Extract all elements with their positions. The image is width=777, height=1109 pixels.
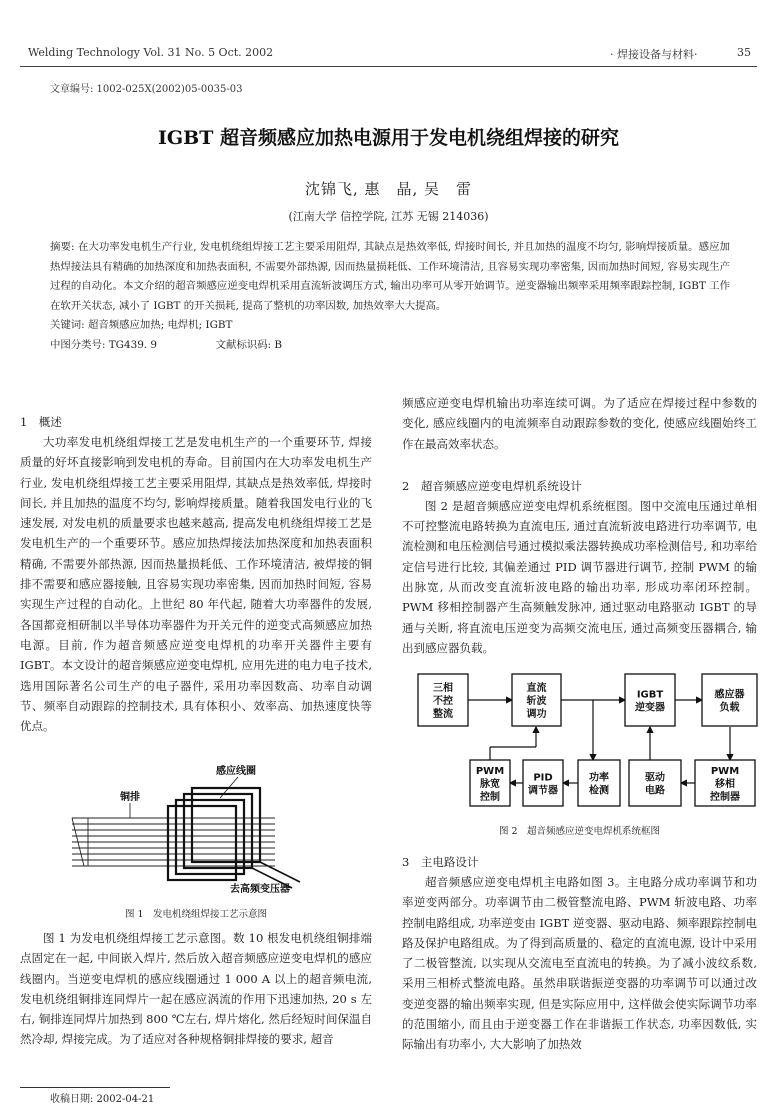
block-igbt-inverter-label: IGBT 逆变器 <box>635 689 665 714</box>
section-3-heading: 3 主电路设计 <box>402 855 479 869</box>
section-1-paragraph: 大功率发电机绕组焊接工艺是发电机生产的一个重要环节, 焊接质量的好坏直接影响到发电机的寿命。目前国内在大功率发电机生产行业, 发电机绕组焊接工艺主要采用阻焊, 其缺点是热效率低, 焊接时间长, 并且加热的温度不均匀, 影响焊接质量。随着我国发电行业的飞速发展, 对发电机的质量要求也越来越高, 提高发电机绕组焊接工艺是发电机生产的一个重要环节。感应加热焊接法加热深度和加热表面积精确, 不需要外部热源, 因而热量损耗低、工作环境清洁, 被焊接的铜排不需要和感应器接触, 且容易实现功率密集, 因而加热时间短, 容易实现生产过程的自动化。上世纪 80 年代起, 随着大功率器件的发展, 各国都竞相研制以半导体功率器件为开关元件的逆变式高频感应加热电源。目前, 作为超音频感应逆变电焊机的功率开关器件主要有 IGBT。本文设计的超音频感应逆变电焊机, 应用先进的电力电子技术, 选用国际著名公司生产的电子器件, 采用功率因数高、功率自动调节、频率自动跟踪的控制技术, 具有体积小、效率高、加热速度快等优点。 <box>20 435 372 734</box>
footnote-received-date: 收稿日期: 2002-04-21 <box>50 1094 155 1105</box>
block-rectifier-label: 三相不控整流 <box>433 683 453 720</box>
left-column <box>20 412 372 736</box>
block-power-detect-label: 功率检测 <box>589 772 609 797</box>
section-3-paragraph: 超音频感应逆变电焊机主电路如图 3。主电路分成功率调节和功率逆变两部分。功率调节由二极管整流电路、PWM 斩波电路、功率控制电路组成, 功率逆变由 IGBT 逆变器、驱动电路、频率跟踪控制电路及保护电路组成。为了得到高质量的、稳定的直流电源, 设计中采用了二极管整流, 以实现从交流电至直流电的转换。为了减小波纹系数, 采用三相桥式整流电路。虽然串联谐振逆变器的功率调节可以通过改变逆变器的输出频率实现, 但是实际应用中, 这样做会使实际调节功率的范围缩小, 而且由于逆变器工作在非谐振工作状态, 功率因数低, 实际输出有功率小, 大大影响了加热效 <box>402 875 757 1052</box>
block-pid-regulator-label: PID 调节器 <box>528 772 558 797</box>
right-column-section-3 <box>402 852 757 1055</box>
right-column <box>402 393 757 658</box>
fig1-busbar-label: 铜排 <box>120 792 140 803</box>
header-rule <box>20 66 757 67</box>
classification-number: 中图分类号: TG439. 9 <box>50 338 158 351</box>
figure-1 <box>70 760 330 900</box>
article-number: 文章编号: 1002-025X(2002)05-0035-03 <box>50 84 243 95</box>
section-2-heading: 2 超音频感应逆变电焊机系统设计 <box>402 478 582 493</box>
abstract-text: 摘要: 在大功率发电机生产行业, 发电机绕组焊接工艺主要采用阻焊, 其缺点是热效率低, 焊接时间长, 并且加热的温度不均匀, 影响焊接质量。感应加热焊接法具有精确的加热深度和加热表面积, 不需要外部热源, 因而热量损耗低、工作环境清洁, 且容易实现功率密集, 因而加热时间短, 容易实现生产过程的自动化。本文介绍的超音频感应逆变电焊机采用直流斩波调压方式, 输出功率可从零开始调节。逆变器输出频率采用频率跟踪控制, IGBT 工作在软开关状态, 减小了 IGBT 的开关损耗, 提高了整机的功率因数, 加热效率大大提高。 <box>50 241 730 312</box>
classification-line <box>50 336 730 356</box>
block-dc-chopper-label: 直流斩波调功 <box>526 683 547 720</box>
block-induction-load-label: 感应器负载 <box>714 689 745 714</box>
footnote-rule <box>20 1087 170 1088</box>
block-phase-shift-controller-label: PWM 移相控制器 <box>710 766 740 803</box>
journal-header: Welding Technology Vol. 31 No. 5 Oct. 2002 <box>28 46 274 59</box>
figure-1-caption: 图 1 发电机绕组焊接工艺示意图 <box>124 909 268 920</box>
fig1-transformer-label: 去高频变压器 <box>230 884 290 895</box>
figure-1-drawing <box>70 760 330 900</box>
section-2-paragraph: 图 2 是超音频感应逆变电焊机系统框图。图中交流电压通过单相不可控整流电路转换为直流电压, 通过直流斩波电路进行功率调节, 电流检测和电压检测信号通过模拟乘法器转换成功率检测信号, 和功率给定信号进行比较, 其偏差通过 PID 调节器进行调节, 控制 PWM 的输出脉宽, 从而改变直流斩波电路的输出功率, 形成功率闭环控制。PWM 移相控制器产生高频触发脉冲, 通过驱动电路驱动 IGBT 的导通与关断, 将直流电压逆变为高频交流电压, 通过高频变压器耦合, 输出到感应器负载。 <box>402 498 757 655</box>
block-drive-circuit-label: 驱动电路 <box>645 772 665 797</box>
affiliation: (江南大学 信控学院, 江苏 无锡 214036) <box>288 210 489 223</box>
keywords: 关键词: 超音频感应加热; 电焊机; IGBT <box>50 319 233 331</box>
fig1-coil-label: 感应线圈 <box>216 766 256 777</box>
authors: 沈锦飞, 惠 晶, 吴 雷 <box>304 180 473 198</box>
figure-2-diagram <box>415 672 760 812</box>
document-code: 文献标识码: B <box>215 338 283 351</box>
page-number: 35 <box>737 46 751 59</box>
continued-paragraph: 频感应逆变电焊机输出功率连续可调。为了适应在焊接过程中参数的变化, 感应线圈内的电流频率自动跟踪参数的变化, 使感应线圈始终工作在最高效率状态。 <box>402 396 757 451</box>
section-1-heading: 1 概述 <box>20 415 62 429</box>
figure-2 <box>415 672 760 812</box>
paragraph-figure-1-description: 图 1 为发电机绕组焊接工艺示意图。数 10 根发电机绕组铜排端点固定在一起, 中间嵌入焊片, 然后放入超音频感应逆变电焊机的感应线圈内。当逆变电焊机的感应线圈通过 1 000 A 以上的超音频电流, 发电机绕组铜排连同焊片一起在感应涡流的作用下迅速加热, 20 s 左右, 铜排连同焊片加热到 800 ℃左右, 焊片熔化, 然后经短时间保温自然冷却, 焊接完成。为了适应对各种规格铜排焊接的要求, 超音 <box>20 931 372 1047</box>
block-pwm-control-label: PWM 脉宽控制 <box>475 766 505 803</box>
left-column-continued <box>20 928 372 1050</box>
section-header: · 焊接设备与材料· <box>610 48 698 61</box>
abstract-block <box>50 238 730 355</box>
page-title: IGBT 超音频感应加热电源用于发电机绕组焊接的研究 <box>158 127 619 149</box>
figure-2-caption: 图 2 超音频感应逆变电焊机系统框图 <box>498 826 661 837</box>
